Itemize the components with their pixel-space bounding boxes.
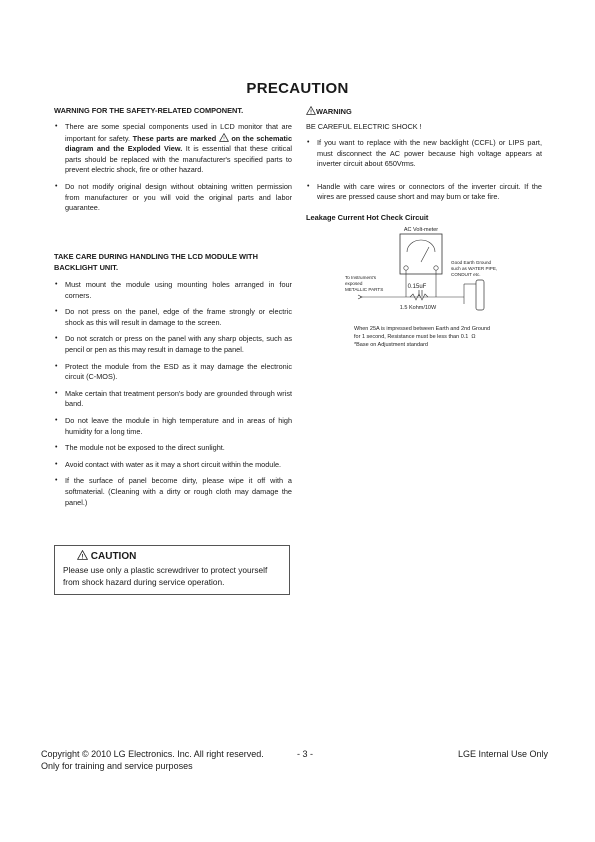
meter-terminal xyxy=(434,266,438,270)
lcd-item: • Do not press on the panel, edge of the frame strongly or electric shock as this will result in damage to the screen. xyxy=(54,307,292,328)
note-line-3: *Base on Adjustment standard xyxy=(354,342,428,348)
lcd-heading xyxy=(54,252,292,273)
meter-label: AC Volt-meter xyxy=(403,227,439,233)
footer-page-number: - 3 - xyxy=(297,749,314,759)
warning-triangle-icon xyxy=(306,106,316,115)
footer-training: Only for training and service purposes xyxy=(41,761,193,771)
caution-title-text: CAUTION xyxy=(90,551,137,562)
resistor-label: 1.5 Kohm/10W xyxy=(399,305,437,311)
warning-heading-text: WARNING xyxy=(316,107,352,116)
lcd-item: • Do not leave the module in high temperature and in areas of high humidity for a long time. xyxy=(54,416,292,437)
meter-needle xyxy=(421,247,429,262)
ground-label-line: such as WATER PIPE, xyxy=(451,266,498,271)
warning-triangle-icon xyxy=(77,550,88,560)
meter-scale xyxy=(407,240,435,252)
warning-item: • Handle with care wires or connectors of the inverter circuit. If the wires are pressed cause short and may burn or take fire. xyxy=(306,182,542,203)
caution-box xyxy=(54,545,290,595)
instrument-label-line: METALLIC PARTS xyxy=(345,287,384,292)
note-line-1: When 25A is impressed between Earth and 2nd Ground xyxy=(354,326,491,332)
meter-terminal xyxy=(404,266,408,270)
safety-item-2: • Do not modify original design without obtaining written permission from manufacturer or you will void the original parts and labor guarantee. xyxy=(54,182,292,214)
lcd-item: • Protect the module from the ESD as it may damage the electronic circuit (C-MOS). xyxy=(54,362,292,383)
safety-list xyxy=(54,122,292,220)
svg-text:!: ! xyxy=(310,109,312,115)
warning-list xyxy=(306,138,542,209)
ground-label-line: CONDUIT etc. xyxy=(451,272,481,277)
svg-text:!: ! xyxy=(222,136,225,142)
page-title: PRECAUTION xyxy=(246,80,349,97)
caution-text: Please use only a plastic screwdriver to protect yourself from shock hazard during service operation. xyxy=(63,565,268,587)
caution-title xyxy=(63,550,281,563)
capacitor-label: 0.15uF xyxy=(407,284,427,290)
lcd-item: • Must mount the module using mounting holes arranged in four corners. xyxy=(54,280,292,301)
lcd-item: • Avoid contact with water as it may a short circuit within the module. xyxy=(54,460,292,471)
leakage-heading: Leakage Current Hot Check Circuit xyxy=(306,213,429,222)
svg-text:!: ! xyxy=(81,554,84,560)
footer-internal: LGE Internal Use Only xyxy=(458,749,549,759)
note-line-2 xyxy=(354,334,475,340)
safety-item-1-text-a: There are some special components used in LCD monitor that are important for safety. xyxy=(65,122,292,143)
lcd-list xyxy=(54,280,292,514)
lcd-heading-line-2: BACKLIGHT UNIT. xyxy=(54,262,119,272)
safety-heading: WARNING FOR THE SAFETY-RELATED COMPONENT. xyxy=(54,106,244,115)
earth-ground-pipe xyxy=(476,280,484,310)
safety-item-1-text-b: It is essential that these critical parts should be replaced with the manufacturer's specified parts to prevent electric shock, fire or other hazard. xyxy=(65,144,292,175)
lcd-item: • If the surface of panel become dirty, please wipe it off with a softmaterial. (Cleaning with a dirty or rough cloth may damage the panel.) xyxy=(54,476,292,508)
lcd-item: • Do not scratch or press on the panel with any sharp objects, such as pencil or pen as this may result in damage to the panel. xyxy=(54,334,292,355)
instrument-label-line: exposed xyxy=(345,281,363,286)
safety-item-1-bold-b: on the schematic diagram and the Exploded View. xyxy=(65,133,293,154)
ground-label-line: Good Earth Ground xyxy=(451,260,492,265)
lcd-item: • Make certain that treatment person's body are grounded through wrist band. xyxy=(54,389,292,410)
ohm-symbol: Ω xyxy=(471,334,476,340)
instrument-label-line: To Instrument's xyxy=(345,275,377,280)
footer-copyright: Copyright © 2010 LG Electronics. Inc. All right reserved. xyxy=(41,749,264,759)
warning-item: • If you want to replace with the new backlight (CCFL) or LIPS part, must disconnect the AC power because high voltage appears at inverter circuit about 650Vrms. xyxy=(306,138,542,170)
lcd-item: • The module not be exposed to the direct sunlight. xyxy=(54,443,292,454)
warning-heading xyxy=(306,106,542,118)
note-line-2-text: for 1 second, Resistance must be less than 0.1 xyxy=(354,334,469,340)
safety-item-1 xyxy=(54,122,292,176)
safety-item-1-bold-a: These parts are marked xyxy=(132,133,217,143)
warning-triangle-icon xyxy=(219,133,229,142)
warning-subheading: BE CAREFUL ELECTRIC SHOCK ! xyxy=(306,122,422,131)
leakage-circuit-diagram xyxy=(330,222,550,357)
lcd-heading-line-1: TAKE CARE DURING HANDLING THE LCD MODULE WITH xyxy=(54,252,258,261)
